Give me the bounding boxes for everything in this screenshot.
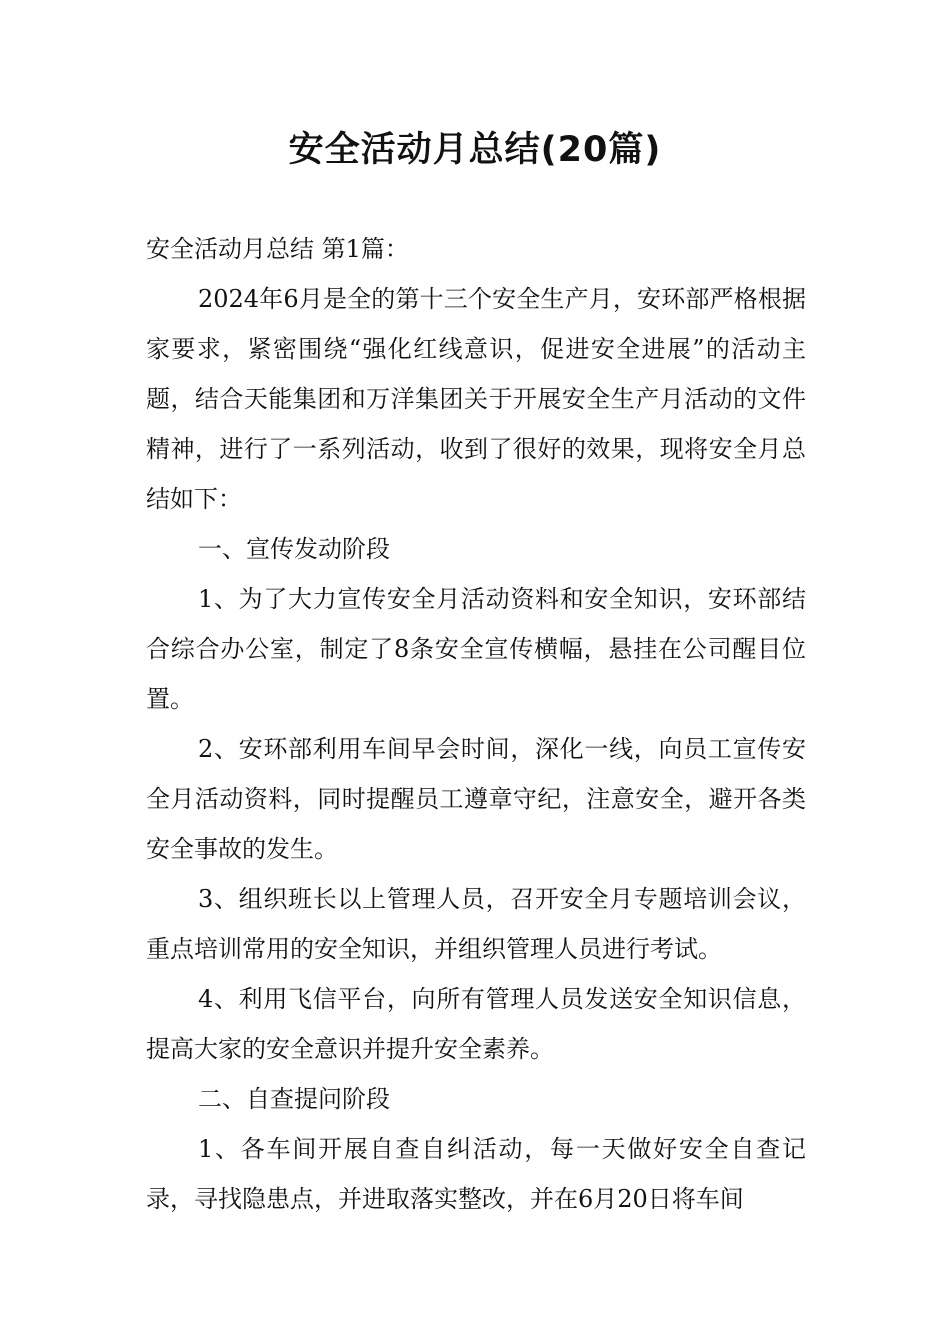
list-item-paragraph: 2、安环部利用车间早会时间，深化一线，向员工宣传安全月活动资料，同时提醒员工遵章守纪，注意安全，避开各类安全事故的发生。 [146, 735, 806, 863]
section-heading: 安全活动月总结 第1篇： [146, 235, 409, 263]
list-item-paragraph: 4、利用飞信平台，向所有管理人员发送安全知识信息，提高大家的安全意识并提升安全素养。 [146, 985, 806, 1063]
list-item-paragraph: 3、组织班长以上管理人员，召开安全月专题培训会议，重点培训常用的安全知识，并组织管理人员进行考试。 [146, 885, 806, 963]
intro-paragraph: 2024年6月是全的第十三个安全生产月，安环部严格根据家要求，紧密围绕“强化红线意识，促进安全进展”的活动主题，结合天能集团和万洋集团关于开展安全生产月活动的文件精神，进行了一系列活动，收到了很好的效果，现将安全月总结如下： [146, 285, 806, 513]
document-title: 安全活动月总结(20篇) [288, 130, 662, 170]
stage-heading-publicity: 一、宣传发动阶段 [198, 535, 390, 563]
list-item-paragraph: 1、各车间开展自查自纠活动，每一天做好安全自查记录，寻找隐患点，并进取落实整改，并在6月20日将车间 [146, 1135, 806, 1213]
list-item-paragraph: 1、为了大力宣传安全月活动资料和安全知识，安环部结合综合办公室，制定了8条安全宣传横幅，悬挂在公司醒目位置。 [146, 585, 806, 713]
stage-heading-self-check: 二、自查提问阶段 [198, 1085, 390, 1113]
document-body [146, 224, 806, 1224]
